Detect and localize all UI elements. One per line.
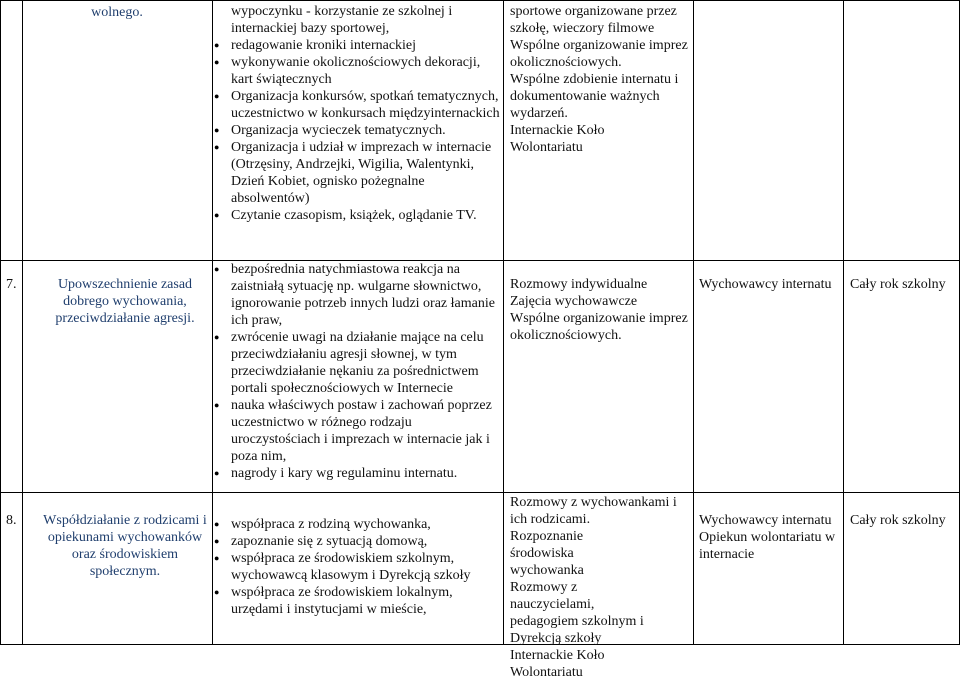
term-text: Cały rok szkolny [850, 513, 946, 528]
column-divider [843, 0, 844, 645]
list-item: ● współpraca ze środowiskiem szkolnym, wychowawcą klasowym i Dyrekcją szkoły [212, 550, 500, 584]
term-text: Cały rok szkolny [850, 277, 946, 292]
topic-text: wolnego. [91, 5, 143, 20]
form-line: Rozmowy z wychowankami i ich rodzicami. [510, 495, 677, 527]
form-line: Rozpoznanie środowiska wychowanka [510, 529, 584, 578]
list-item: ● Organizacja wycieczek tematycznych. [212, 122, 500, 139]
activity-list [212, 37, 500, 224]
responsible-line: Opiekun wolontariatu w internacie [699, 530, 836, 562]
form-line: sportowe organizowane przez szkołę, wieczory filmowe [510, 4, 677, 36]
topic-cell [40, 512, 210, 580]
responsible-cell [699, 276, 841, 293]
form-line: Wspólne organizowanie imprez okolicznościowych. [510, 311, 688, 343]
topic-cell [24, 4, 210, 21]
forms-cell [510, 3, 690, 156]
row-number: 8. [6, 513, 17, 528]
list-item: ● redagowanie kroniki internackiej [212, 37, 500, 54]
row-number: 7. [6, 277, 17, 292]
list-item: ● zapoznanie się z sytuacją domową, [212, 533, 500, 550]
form-line: Internackie Koło Wolontariatu [510, 123, 605, 155]
list-item: ● współpraca ze środowiskiem lokalnym, urzędami i instytucjami w mieście, [212, 584, 500, 618]
column-divider [503, 0, 504, 645]
topic-cell [40, 276, 210, 327]
activity-list [212, 261, 500, 482]
activity-continuation-text: wypoczynku - korzystanie ze szkolnej i internackiej bazy sportowej, [231, 4, 453, 36]
row-divider [0, 0, 960, 1]
list-item: ● bezpośrednia natychmiastowa reakcja na zaistniałą sytuację np. wulgarne słownictwo, ignorowanie potrzeb innych ludzi oraz łamanie ich praw, [212, 261, 500, 329]
term-cell [850, 276, 958, 293]
form-line: Zajęcia wychowawcze [510, 294, 638, 309]
list-item: ● Organizacja konkursów, spotkań tematycznych, uczestnictwo w konkursach międzyinternackich [212, 88, 500, 122]
column-divider [0, 0, 1, 645]
responsible-text: Wychowawcy internatu [699, 277, 832, 292]
form-line: Internackie Koło Wolontariatu [510, 648, 605, 680]
forms-cell [510, 494, 690, 681]
list-item: ● nagrody i kary wg regulaminu internatu. [212, 465, 500, 482]
list-item: ● zwrócenie uwagi na działanie mające na celu przeciwdziałaniu agresji słownej, w tym przeciwdziałanie nękaniu za pośrednictwem portali społecznościowych w Internecie [212, 329, 500, 397]
activities-cell [212, 261, 500, 482]
form-line: Wspólne zdobienie internatu i dokumentowanie ważnych wydarzeń. [510, 72, 679, 121]
form-line: Wspólne organizowanie imprez okolicznościowych. [510, 38, 688, 70]
column-divider [693, 0, 694, 645]
activities-cell [212, 516, 500, 618]
list-item: ● nauka właściwych postaw i zachowań poprzez uczestnictwo w różnego rodzaju uroczystościach i imprezach w internacie jak i poza nim, [212, 397, 500, 465]
responsible-cell [699, 512, 841, 563]
topic-text: Współdziałanie z rodzicami i opiekunami wychowanków oraz środowiskiem społecznym. [43, 513, 207, 579]
list-item: ● wykonywanie okolicznościowych dekoracji, kart świątecznych [212, 54, 500, 88]
term-cell [850, 512, 958, 529]
form-line: Rozmowy z nauczycielami, pedagogiem szkolnym i Dyrekcją szkoły [510, 580, 644, 646]
row-divider [0, 492, 960, 493]
list-item: ● współpraca z rodziną wychowanka, [212, 516, 500, 533]
form-line: Rozmowy indywidualne [510, 277, 648, 292]
list-item: ● Organizacja i udział w imprezach w internacie (Otrzęsiny, Andrzejki, Wigilia, Walentynki, Dzień Kobiet, ognisko pożegnalne absolwentów) [212, 139, 500, 207]
topic-text: Upowszechnienie zasad dobrego wychowania, przeciwdziałanie agresji. [55, 277, 195, 326]
activity-list [212, 516, 500, 618]
activities-cell [212, 3, 500, 224]
forms-cell [510, 276, 690, 344]
column-divider [22, 0, 23, 645]
list-item: ● Czytanie czasopism, książek, oglądanie TV. [212, 207, 500, 224]
responsible-line: Wychowawcy internatu [699, 513, 832, 528]
